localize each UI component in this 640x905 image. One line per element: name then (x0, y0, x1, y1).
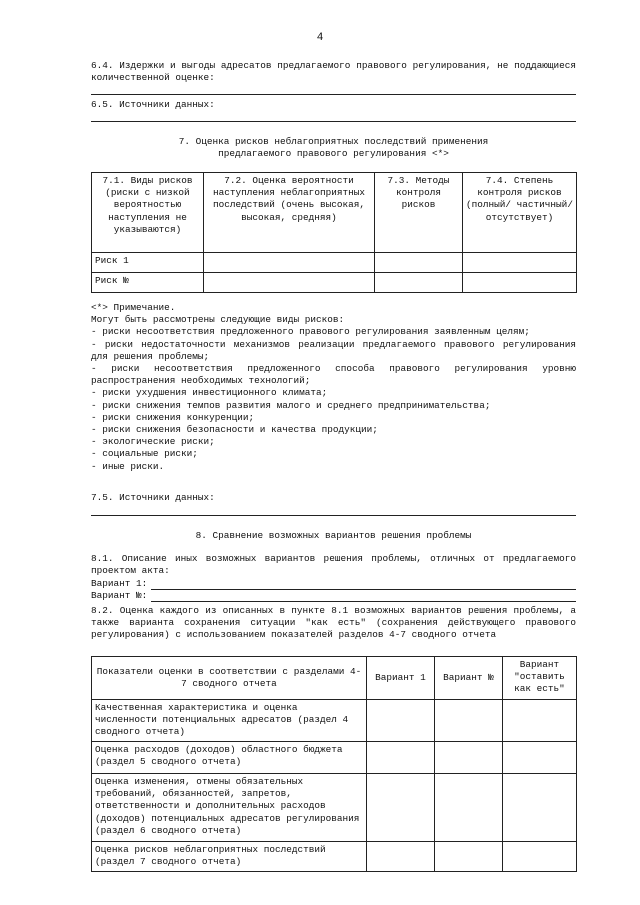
section-7-title (91, 136, 576, 160)
footnote-item: - иные риски. (91, 460, 165, 472)
variant-n-label: Вариант №: (91, 590, 148, 601)
table-cell (503, 774, 577, 842)
risk-row-label: Риск 1 (92, 253, 204, 273)
compare-row-label: Оценка рисков неблагоприятных последствий (раздел 7 сводного отчета) (92, 842, 367, 872)
footnote-item: - риски недостаточности механизмов реализации предлагаемого правового регулирования для решения проблемы; (91, 338, 576, 362)
section-8-title: 8. Сравнение возможных вариантов решения проблемы (195, 530, 472, 541)
compare-row-label: Оценка расходов (доходов) областного бюджета (раздел 5 сводного отчета) (92, 742, 367, 774)
footnote-item: - социальные риски; (91, 448, 198, 460)
risk-table (91, 172, 577, 293)
footnote (91, 302, 576, 473)
footnote-separator (91, 292, 301, 293)
compare-header-indicators: Показатели оценки в соответствии с разделами 4-7 сводного отчета (92, 657, 367, 700)
compare-header-variant-n: Вариант № (435, 657, 503, 700)
table-cell (367, 742, 435, 774)
table-cell (435, 774, 503, 842)
section-7-title-line1: 7. Оценка рисков неблагоприятных последствий применения (178, 136, 489, 147)
risk-table-header-types: 7.1. Виды рисков (риски с низкой вероятностью наступления не указываются) (92, 173, 204, 253)
footnote-item: - риски снижения конкуренции; (91, 411, 255, 423)
fill-line (91, 121, 576, 122)
variant-n-field[interactable] (151, 590, 576, 602)
table-cell (435, 842, 503, 872)
table-cell (367, 774, 435, 842)
fill-line (91, 515, 576, 516)
footnote-title: <*> Примечание. (91, 302, 176, 313)
section-6-5: 6.5. Источники данных: (91, 99, 215, 110)
section-8-1: 8.1. Описание иных возможных вариантов решения проблемы, отличных от предлагаемого проектом акта: (91, 553, 576, 577)
risk-table-header-degree: 7.4. Степень контроля рисков (полный/ частичный/ отсутствует) (463, 173, 577, 253)
table-cell (463, 273, 577, 293)
table-cell (435, 700, 503, 742)
risk-table-header-probability: 7.2. Оценка вероятности наступления неблагоприятных последствий (очень высокая, высокая, средняя) (204, 173, 375, 253)
table-cell (375, 253, 463, 273)
footnote-item: - риски несоответствия предложенного способа правового регулирования уровню распространения необходимых технологий; (91, 363, 576, 387)
table-cell (367, 700, 435, 742)
footnote-item: - риски снижения темпов развития малого и среднего предпринимательства; (91, 399, 491, 411)
table-cell (463, 253, 577, 273)
table-cell (204, 273, 375, 293)
footnote-intro: Могут быть рассмотрены следующие виды рисков: (91, 314, 345, 326)
page-number: 4 (316, 32, 324, 44)
table-cell (503, 700, 577, 742)
table-cell (204, 253, 375, 273)
fill-line (91, 94, 576, 95)
table-cell (435, 742, 503, 774)
table-cell (375, 273, 463, 293)
footnote-item: - риски ухудшения инвестиционного климата; (91, 387, 328, 399)
compare-row-label: Качественная характеристика и оценка численности потенциальных адресатов (раздел 4 сводного отчета) (92, 700, 367, 742)
section-7-title-line2: предлагаемого правового регулирования <*> (218, 148, 449, 160)
variant-n-row (91, 590, 576, 602)
footnote-item: - экологические риски; (91, 436, 215, 448)
comparison-table (91, 656, 577, 872)
compare-row-label: Оценка изменения, отмены обязательных требований, обязанностей, запретов, ответственности и дополнительных расходов (доходов) потенциальных адресатов регулирования (раздел 6 сводного отчета) (92, 774, 367, 842)
variant-1-label: Вариант 1: (91, 578, 148, 589)
section-6-4: 6.4. Издержки и выгоды адресатов предлагаемого правового регулирования, не поддающиеся количественной оценке: (91, 60, 576, 84)
section-8-2: 8.2. Оценка каждого из описанных в пункте 8.1 возможных вариантов решения проблемы, а также варианта сохранения ситуации "как есть" (сохранения действующего правового регулирования) с использованием показателей разделов 4-7 сводного отчета (91, 605, 576, 641)
section-7-5: 7.5. Источники данных: (91, 492, 215, 503)
compare-header-as-is: Вариант "оставить как есть" (503, 657, 577, 700)
variant-1-row (91, 578, 576, 590)
compare-header-variant-1: Вариант 1 (367, 657, 435, 700)
footnote-item: - риски снижения безопасности и качества продукции; (91, 424, 378, 436)
table-cell (367, 842, 435, 872)
risk-table-header-methods: 7.3. Методы контроля рисков (375, 173, 463, 253)
variant-1-field[interactable] (151, 578, 576, 590)
risk-row-label: Риск № (92, 273, 204, 293)
table-cell (503, 742, 577, 774)
footnote-item: - риски несоответствия предложенного правового регулирования заявленным целям; (91, 326, 530, 338)
table-cell (503, 842, 577, 872)
